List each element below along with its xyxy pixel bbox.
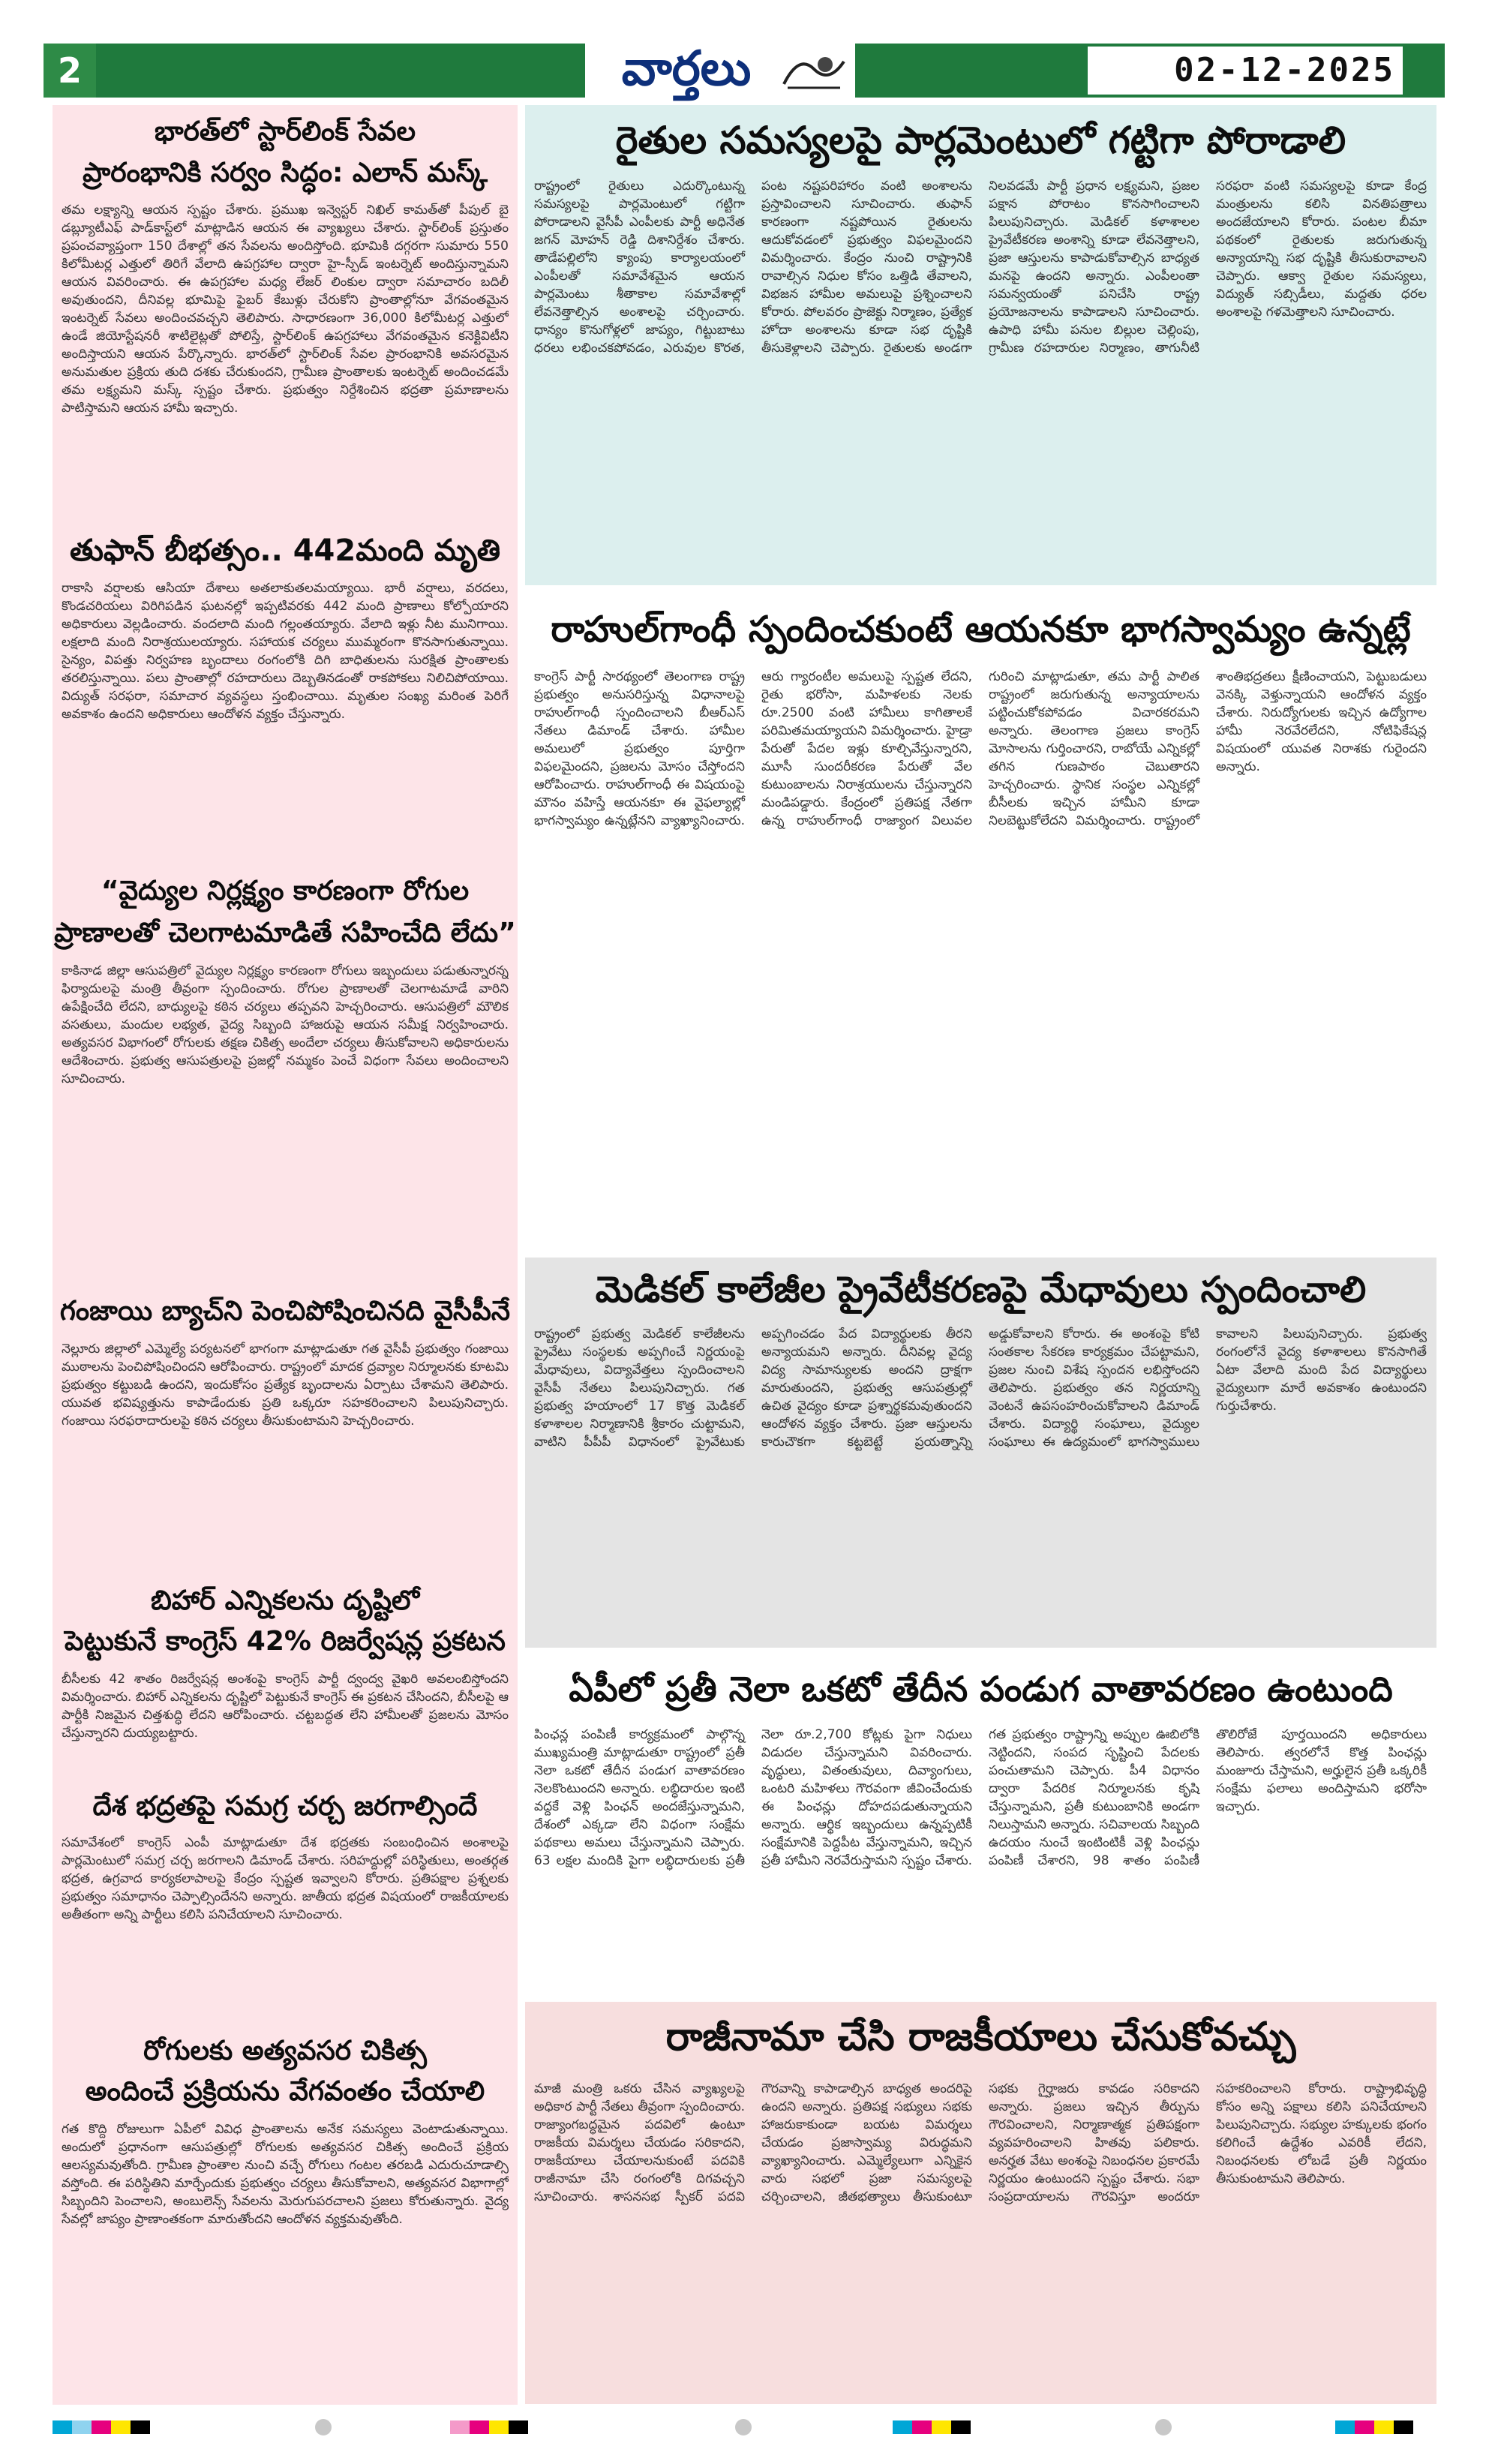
- color-swatch: [72, 2420, 92, 2434]
- section-headline: రాజీనామా చేసి రాజకీయాలు చేసుకోవచ్చు: [665, 2015, 1296, 2060]
- color-swatch: [53, 2420, 72, 2434]
- article-body: కాకినాడ జిల్లా ఆసుపత్రిలో వైద్యుల నిర్లక్ష్యం కారణంగా రోగులు ఇబ్బందులు పడుతున్నారన్న ఫిర్యాదులపై మంత్రి తీవ్రంగా స్పందించారు. రోగుల ప్రాణాలతో చెలగాటమాడే వారిని ఉపేక్షించేది లేదని, బాధ్యులపై కఠిన చర్యలు తప్పవని హెచ్చరించారు. ఆసుపత్రిలో మౌలిక వసతులు, మందుల లభ్యత, వైద్య సిబ్బంది హాజరుపై ఆయన సమీక్ష నిర్వహించారు. అత్యవసర విభాగంలో రోగులకు తక్షణ చికిత్స అందేలా చర్యలు తీసుకోవాలని అధికారులను ఆదేశించారు. ప్రభుత్వ ఆసుపత్రులపై ప్రజల్లో నమ్మకం పెంచే విధంగా సేవలు అందించాలని సూచించారు.: [62, 963, 509, 1086]
- article-title: బిహార్ ఎన్నికలను దృష్టిలో: [150, 1585, 420, 1616]
- color-swatch: [509, 2420, 528, 2434]
- section-body: రాష్ట్రంలో రైతులు ఎదుర్కొంటున్న సమస్యలపై పార్లమెంటులో గట్టిగా పోరాడాలని వైసీపీ ఎంపీలకు పార్టీ అధినేత జగన్ మోహన్ రెడ్డి దిశానిర్దేశం చేశారు. తాడేపల్లిలోని క్యాంపు కార్యాలయంలో ఎంపీలతో సమావేశమైన ఆయన పార్లమెంటు శీతాకాల సమావేశాల్లో లేవనెత్తాల్సిన అంశాలపై చర్చించారు. ధాన్యం కొనుగోళ్లలో జాప్యం, గిట్టుబాటు ధరలు లభించకపోవడం, ఎరువుల కొరత, పంట నష్టపరిహారం వంటి అంశాలను ప్రస్తావించాలని సూచించారు. తుఫాన్ కారణంగా నష్టపోయిన రైతులను ఆదుకోవడంలో ప్రభుత్వం విఫలమైందని విమర్శించారు. కేంద్రం నుంచి రాష్ట్రానికి రావాల్సిన నిధుల కోసం ఒత్తిడి తేవాలని, విభజన హామీల అమలుపై ప్రశ్నించాలని కోరారు. పోలవరం ప్రాజెక్టు నిర్మాణం, ప్రత్యేక హోదా అంశాలను కూడా సభ దృష్టికి తీసుకెళ్లాలని చెప్పారు. రైతులకు అండగా నిలవడమే పార్టీ ప్రధాన లక్ష్యమని, ప్రజల పక్షాన పోరాటం కొనసాగించాలని పిలుపునిచ్చారు. మెడికల్ కళాశాలల ప్రైవేటీకరణ అంశాన్ని కూడా లేవనెత్తాలని, ప్రజా ఆస్తులను కాపాడుకోవాల్సిన బాధ్యత మనపై ఉందని అన్నారు. ఎంపీలంతా సమన్వయంతో పనిచేసి రాష్ట్ర ప్రయోజనాలను కాపాడాలని సూచించారు. ఉపాధి హామీ పనుల బిల్లుల చెల్లింపు, గ్రామీణ రహదారుల నిర్మాణం, తాగునీటి సరఫరా వంటి సమస్యలపై కూడా కేంద్ర మంత్రులను కలిసి వినతిపత్రాలు అందజేయాలని కోరారు. పంటల బీమా పథకంలో రైతులకు జరుగుతున్న అన్యాయాన్ని సభ దృష్టికి తీసుకురావాలని చెప్పారు. ఆక్వా రైతుల సమస్యలు, విద్యుత్ సబ్సిడీలు, మద్దతు ధరల అంశాలపై గళమెత్తాలని సూచించారు.: [534, 179, 1427, 356]
- article-body: సమావేశంలో కాంగ్రెస్ ఎంపీ మాట్లాడుతూ దేశ భద్రతకు సంబంధించిన అంశాలపై పార్లమెంటులో సమగ్ర చర్చ జరగాలని డిమాండ్ చేశారు. సరిహద్దుల్లో పరిస్థితులు, అంతర్గత భద్రత, ఉగ్రవాద కార్యకలాపాలపై కేంద్రం స్పష్టత ఇవ్వాలని కోరారు. ప్రతిపక్షాల ప్రశ్నలకు ప్రభుత్వం సమాధానం చెప్పాల్సిందేనని అన్నారు. జాతీయ భద్రత విషయంలో రాజకీయాలకు అతీతంగా అన్ని పార్టీలు కలిసి పనిచేయాలని సూచించారు.: [62, 1835, 509, 1922]
- article-title: రోగులకు అత్యవసర చికిత్స: [143, 2036, 427, 2066]
- section-body: కాంగ్రెస్ పార్టీ సారథ్యంలో తెలంగాణ రాష్ట్ర ప్రభుత్వం అనుసరిస్తున్న విధానాలపై రాహుల్‌గాంధీ స్పందించాలని బీఆర్ఎస్ నేతలు డిమాండ్ చేశారు. హామీల అమలులో ప్రభుత్వం పూర్తిగా విఫలమైందని, ప్రజలను మోసం చేస్తోందని ఆరోపించారు. రాహుల్‌గాంధీ ఈ విషయంపై మౌనం వహిస్తే ఆయనకూ ఈ వైఫల్యాల్లో భాగస్వామ్యం ఉన్నట్లేనని వ్యాఖ్యానించారు. ఆరు గ్యారంటీల అమలుపై స్పష్టత లేదని, రైతు భరోసా, మహిళలకు నెలకు రూ.2500 వంటి హామీలు కాగితాలకే పరిమితమయ్యాయని విమర్శించారు. హైడ్రా పేరుతో పేదల ఇళ్లు కూల్చివేస్తున్నారని, మూసీ సుందరీకరణ పేరుతో వేల కుటుంబాలను నిరాశ్రయులను చేస్తున్నారని మండిపడ్డారు. కేంద్రంలో ప్రతిపక్ష నేతగా ఉన్న రాహుల్‌గాంధీ రాజ్యాంగ విలువల గురించి మాట్లాడుతూ, తమ పార్టీ పాలిత రాష్ట్రంలో జరుగుతున్న అన్యాయాలను పట్టించుకోకపోవడం విచారకరమని అన్నారు. తెలంగాణ ప్రజలు కాంగ్రెస్ మోసాలను గుర్తించారని, రాబోయే ఎన్నికల్లో తగిన గుణపాఠం చెబుతారని హెచ్చరించారు. స్థానిక సంస్థల ఎన్నికల్లో బీసీలకు ఇచ్చిన హామీని కూడా నిలబెట్టుకోలేదని విమర్శించారు. రాష్ట్రంలో శాంతిభద్రతలు క్షీణించాయని, పెట్టుబడులు వెనక్కి వెళ్తున్నాయని ఆందోళన వ్యక్తం చేశారు. నిరుద్యోగులకు ఇచ్చిన ఉద్యోగాల హామీ నెరవేరలేదని, నోటిఫికేషన్ల విషయంలో యువత నిరాశకు గురైందని అన్నారు.: [534, 669, 1427, 828]
- color-swatch: [912, 2420, 932, 2434]
- section-headline: రాహుల్‌గాంధీ స్పందించకుంటే ఆయనకూ భాగస్వామ్యం ఉన్నట్లే: [551, 608, 1411, 651]
- section-body: పింఛన్ల పంపిణీ కార్యక్రమంలో పాల్గొన్న ముఖ్యమంత్రి మాట్లాడుతూ రాష్ట్రంలో ప్రతీ నెలా ఒకటో తేదీన పండుగ వాతావరణం నెలకొంటుందని అన్నారు. లబ్ధిదారుల ఇంటి వద్దకే వెళ్లి పింఛన్ అందజేస్తున్నామని, దేశంలో ఎక్కడా లేని విధంగా సంక్షేమ పథకాలు అమలు చేస్తున్నామని చెప్పారు. 63 లక్షల మందికి పైగా లబ్ధిదారులకు ప్రతీ నెలా రూ.2,700 కోట్లకు పైగా నిధులు విడుదల చేస్తున్నామని వివరించారు. వృద్ధులు, వితంతువులు, దివ్యాంగులు, ఒంటరి మహిళలు గౌరవంగా జీవించేందుకు ఈ పింఛన్లు దోహదపడుతున్నాయని అన్నారు. ఆర్థిక ఇబ్బందులు ఉన్నప్పటికీ సంక్షేమానికి పెద్దపీట వేస్తున్నామని, ఇచ్చిన ప్రతీ హామీని నెరవేరుస్తామని స్పష్టం చేశారు. గత ప్రభుత్వం రాష్ట్రాన్ని అప్పుల ఊబిలోకి నెట్టిందని, సంపద సృష్టించి పేదలకు పంచుతామని చెప్పారు. పీ4 విధానం ద్వారా పేదరిక నిర్మూలనకు కృషి చేస్తున్నామని, ప్రతీ కుటుంబానికి అండగా నిలుస్తామని అన్నారు. సచివాలయ సిబ్బంది ఉదయం నుంచే ఇంటింటికీ వెళ్లి పింఛన్లు పంపిణీ చేశారని, 98 శాతం పంపిణీ తొలిరోజే పూర్తయిందని అధికారులు తెలిపారు. త్వరలోనే కొత్త పింఛన్లు మంజూరు చేస్తామని, అర్హులైన ప్రతీ ఒక్కరికీ సంక్షేమ ఫలాలు అందిస్తామని భరోసా ఇచ్చారు.: [534, 1727, 1427, 1868]
- color-swatch: [1355, 2420, 1374, 2434]
- article-title: “వైద్యుల నిర్లక్ష్యం కారణంగా రోగుల: [101, 876, 470, 906]
- color-swatch: [1335, 2420, 1355, 2434]
- article-body: గత కొద్ది రోజులుగా ఏపీలో వివిధ ప్రాంతాలను అనేక సమస్యలు వెంటాడుతున్నాయి. అందులో ప్రధానంగా ఆసుపత్రుల్లో రోగులకు అత్యవసర చికిత్స అందించే ప్రక్రియ ఆలస్యమవుతోంది. గ్రామీణ ప్రాంతాల నుంచి వచ్చే రోగులు గంటల తరబడి ఎదురుచూడాల్సి వస్తోంది. ఈ పరిస్థితిని మార్చేందుకు ప్రభుత్వం చర్యలు తీసుకోవాలని, అత్యవసర విభాగాల్లో సిబ్బందిని పెంచాలని, అంబులెన్స్ సేవలను మెరుగుపరచాలని ప్రజలు కోరుతున్నారు. వైద్య సేవల్లో జాప్యం ప్రాణాంతకంగా మారుతోందని ఆందోళన వ్యక్తమవుతోంది.: [62, 2122, 509, 2227]
- section-headline: ఏపీలో ప్రతీ నెలా ఒకటో తేదీన పండుగ వాతావరణం ఉంటుంది: [569, 1669, 1393, 1709]
- color-swatch: [1374, 2420, 1394, 2434]
- section-headline: మెడికల్ కాలేజీల ప్రైవేటీకరణపై మేధావులు స్పందించాలి: [595, 1269, 1367, 1311]
- section-headline: రైతుల సమస్యలపై పార్లమెంటులో గట్టిగా పోరాడాలి: [615, 119, 1346, 162]
- article-body: నెల్లూరు జిల్లాలో ఎమ్మెల్యే పర్యటనలో భాగంగా మాట్లాడుతూ గత వైసీపీ ప్రభుత్వం గంజాయి ముఠాలను పెంచిపోషించిందని ఆరోపించారు. రాష్ట్రంలో మాదక ద్రవ్యాల నిర్మూలనకు కూటమి ప్రభుత్వం కట్టుబడి ఉందని, ఇందుకోసం ప్రత్యేక బృందాలను ఏర్పాటు చేశామని తెలిపారు. యువత భవిష్యత్తును కాపాడేందుకు ప్రతి ఒక్కరూ సహకరించాలని పిలుపునిచ్చారు. గంజాయి సరఫరాదారులపై కఠిన చర్యలు తీసుకుంటామని హెచ్చరించారు.: [62, 1342, 509, 1429]
- article-title: భారత్‌లో స్టార్‌లింక్ సేవల: [154, 116, 416, 147]
- article-title: దేశ భద్రతపై సమగ్ర చర్చ జరగాల్సిందే: [92, 1791, 478, 1822]
- registration-mark: [1155, 2419, 1172, 2435]
- color-swatch: [470, 2420, 489, 2434]
- article-body: బీసీలకు 42 శాతం రిజర్వేషన్ల అంశంపై కాంగ్రెస్ పార్టీ ద్వంద్వ వైఖరి అవలంబిస్తోందని విమర్శించారు. బిహార్ ఎన్నికలను దృష్టిలో పెట్టుకునే కాంగ్రెస్ ఈ ప్రకటన చేసిందని, బీసీలపై ఆ పార్టీకి నిజమైన చిత్తశుద్ధి లేదని ఆరోపించారు. చట్టబద్ధత లేని హామీలతో ప్రజలను మోసం చేస్తున్నారని దుయ్యబట్టారు.: [62, 1672, 509, 1741]
- issue-date: 02-12-2025: [1174, 51, 1395, 89]
- color-swatch: [951, 2420, 971, 2434]
- color-swatch: [92, 2420, 111, 2434]
- article-title: పెట్టుకునే కాంగ్రెస్ 42% రిజర్వేషన్ల ప్రకటన: [65, 1626, 506, 1657]
- section-body: రాష్ట్రంలో ప్రభుత్వ మెడికల్ కాలేజీలను ప్రైవేటు సంస్థలకు అప్పగించే నిర్ణయంపై మేధావులు, విద్యావేత్తలు స్పందించాలని వైసీపీ నేతలు పిలుపునిచ్చారు. గత ప్రభుత్వ హయాంలో 17 కొత్త మెడికల్ కళాశాలల నిర్మాణానికి శ్రీకారం చుట్టామని, వాటిని పీపీపీ విధానంలో ప్రైవేటుకు అప్పగించడం పేద విద్యార్థులకు తీరని అన్యాయమని అన్నారు. దీనివల్ల వైద్య విద్య సామాన్యులకు అందని ద్రాక్షగా మారుతుందని, ప్రభుత్వ ఆసుపత్రుల్లో ఉచిత వైద్యం కూడా ప్రశ్నార్థకమవుతుందని ఆందోళన వ్యక్తం చేశారు. ప్రజా ఆస్తులను కారుచౌకగా కట్టబెట్టే ప్రయత్నాన్ని అడ్డుకోవాలని కోరారు. ఈ అంశంపై కోటి సంతకాల సేకరణ కార్యక్రమం చేపట్టామని, ప్రజల నుంచి విశేష స్పందన లభిస్తోందని తెలిపారు. ప్రభుత్వం తన నిర్ణయాన్ని వెంటనే ఉపసంహరించుకోవాలని డిమాండ్ చేశారు. విద్యార్థి సంఘాలు, వైద్యుల సంఘాలు ఈ ఉద్యమంలో భాగస్వాములు కావాలని పిలుపునిచ్చారు. ప్రభుత్వ రంగంలోనే వైద్య కళాశాలలు కొనసాగితే ఏటా వేలాది మంది పేద విద్యార్థులు వైద్యులుగా మారే అవకాశం ఉంటుందని గుర్తుచేశారు.: [534, 1327, 1427, 1450]
- color-swatch: [489, 2420, 509, 2434]
- color-swatch: [131, 2420, 150, 2434]
- color-swatch: [932, 2420, 951, 2434]
- article-body: తమ లక్ష్యాన్ని ఆయన స్పష్టం చేశారు. ప్రముఖ ఇన్వెస్టర్ నిఖిల్ కామత్‌తో పీపుల్ బై డబ్ల్యూటీఎఫ్ పాడ్‌కాస్ట్‌లో మాట్లాడిన ఆయన ఈ వ్యాఖ్యలు చేశారు. స్టార్‌లింక్ ప్రస్తుతం ప్రపంచవ్యాప్తంగా 150 దేశాల్లో తన సేవలను అందిస్తోంది. భూమికి దగ్గరగా సుమారు 550 కిలోమీటర్ల ఎత్తులో తిరిగే వేలాది ఉపగ్రహాల ద్వారా హై-స్పీడ్ ఇంటర్నెట్ అందిస్తున్నామని ఆయన వివరించారు. ఈ ఉపగ్రహాల మధ్య లేజర్ లింకుల ద్వారా సమాచారం బదిలీ అవుతుందని, దీనివల్ల భూమిపై ఫైబర్ కేబుళ్లు చేరుకోని ప్రాంతాల్లోనూ వేగవంతమైన ఇంటర్నెట్ సేవలు అందించవచ్చని తెలిపారు. సాధారణంగా 36,000 కిలోమీటర్ల ఎత్తులో ఉండే జియోస్టేషనరీ శాటిలైట్లతో పోలిస్తే, స్టార్‌లింక్ ఉపగ్రహాలు వేగవంతమైన కనెక్టివిటీని అందిస్తాయని ఆయన పేర్కొన్నారు. భారత్‌లో స్టార్‌లింక్ సేవల ప్రారంభానికి అవసరమైన అనుమతుల ప్రక్రియ తుది దశకు చేరుకుందని, గ్రామీణ ప్రాంతాలకు ఇంటర్నెట్ అందించడమే తమ లక్ష్యమని మస్క్ స్పష్టం చేశారు. ప్రభుత్వం నిర్దేశించిన భద్రతా ప్రమాణాలను పాటిస్తామని ఆయన హామీ ఇచ్చారు.: [62, 203, 509, 416]
- masthead-emblem-icon: [780, 47, 848, 92]
- color-swatch: [111, 2420, 131, 2434]
- section-body: మాజీ మంత్రి ఒకరు చేసిన వ్యాఖ్యలపై అధికార పార్టీ నేతలు తీవ్రంగా స్పందించారు. రాజ్యాంగబద్ధమైన పదవిలో ఉంటూ రాజకీయ విమర్శలు చేయడం సరికాదని, రాజకీయాలు చేయాలనుకుంటే పదవికి రాజీనామా చేసి రంగంలోకి దిగవచ్చని సూచించారు. శాసనసభ స్పీకర్ పదవి గౌరవాన్ని కాపాడాల్సిన బాధ్యత అందరిపై ఉందని అన్నారు. ప్రతిపక్ష సభ్యులు సభకు హాజరుకాకుండా బయట విమర్శలు చేయడం ప్రజాస్వామ్య విరుద్ధమని వ్యాఖ్యానించారు. ఎమ్మెల్యేలుగా ఎన్నికైన వారు సభలో ప్రజా సమస్యలపై చర్చించాలని, జీతభత్యాలు తీసుకుంటూ సభకు గైర్హాజరు కావడం సరికాదని అన్నారు. ప్రజలు ఇచ్చిన తీర్పును గౌరవించాలని, నిర్మాణాత్మక ప్రతిపక్షంగా వ్యవహరించాలని హితవు పలికారు. అనర్హత వేటు అంశంపై నిబంధనల ప్రకారమే నిర్ణయం ఉంటుందని స్పష్టం చేశారు. సభా సంప్రదాయాలను గౌరవిస్తూ అందరూ సహకరించాలని కోరారు. రాష్ట్రాభివృద్ధి కోసం అన్ని పక్షాలు కలిసి పనిచేయాలని పిలుపునిచ్చారు. సభ్యుల హక్కులకు భంగం కలిగించే ఉద్దేశం ఎవరికీ లేదని, నిబంధనలకు లోబడే ప్రతీ నిర్ణయం తీసుకుంటామని తెలిపారు.: [534, 2081, 1427, 2204]
- registration-mark: [315, 2419, 332, 2435]
- registration-mark: [735, 2419, 752, 2435]
- color-swatch: [893, 2420, 912, 2434]
- article-title: తుఫాన్ బీభత్సం.. 442మంది మృతి: [69, 533, 501, 568]
- masthead-logo: వార్తలు: [621, 41, 752, 97]
- color-swatch: [1394, 2420, 1413, 2434]
- article-title: ప్రాణాలతో చెలగాటమాడితే సహించేది లేదు”: [54, 918, 516, 948]
- article-title: అందించే ప్రక్రియను వేగవంతం చేయాలి: [85, 2076, 485, 2107]
- article-title: ప్రారంభానికి సర్వం సిద్ధం: ఎలాన్ మస్క్: [83, 158, 488, 188]
- article-title: గంజాయి బ్యాచ్‌ని పెంచిపోషించినది వైసీపీనే: [59, 1296, 511, 1327]
- page-number: 2: [57, 50, 82, 91]
- color-swatch: [450, 2420, 470, 2434]
- article-body: రాకాసి వర్షాలకు ఆసియా దేశాలు అతలాకుతలమయ్యాయి. భారీ వర్షాలు, వరదలు, కొండచరియలు విరిగిపడిన ఘటనల్లో ఇప్పటివరకు 442 మంది ప్రాణాలు కోల్పోయారని అధికారులు వెల్లడించారు. వందలాది మంది గల్లంతయ్యారు. వేలాది ఇళ్లు నీట మునిగాయి. లక్షలాది మంది నిరాశ్రయులయ్యారు. సహాయక చర్యలు ముమ్మరంగా కొనసాగుతున్నాయి. సైన్యం, విపత్తు నిర్వహణ బృందాలు రంగంలోకి దిగి బాధితులను సురక్షిత ప్రాంతాలకు తరలిస్తున్నాయి. పలు ప్రాంతాల్లో రహదారులు దెబ్బతినడంతో రాకపోకలు నిలిచిపోయాయి. విద్యుత్ సరఫరా, సమాచార వ్యవస్థలు స్తంభించాయి. మృతుల సంఖ్య మరింత పెరిగే అవకాశం ఉందని అధికారులు ఆందోళన వ్యక్తం చేస్తున్నారు.: [62, 581, 509, 722]
